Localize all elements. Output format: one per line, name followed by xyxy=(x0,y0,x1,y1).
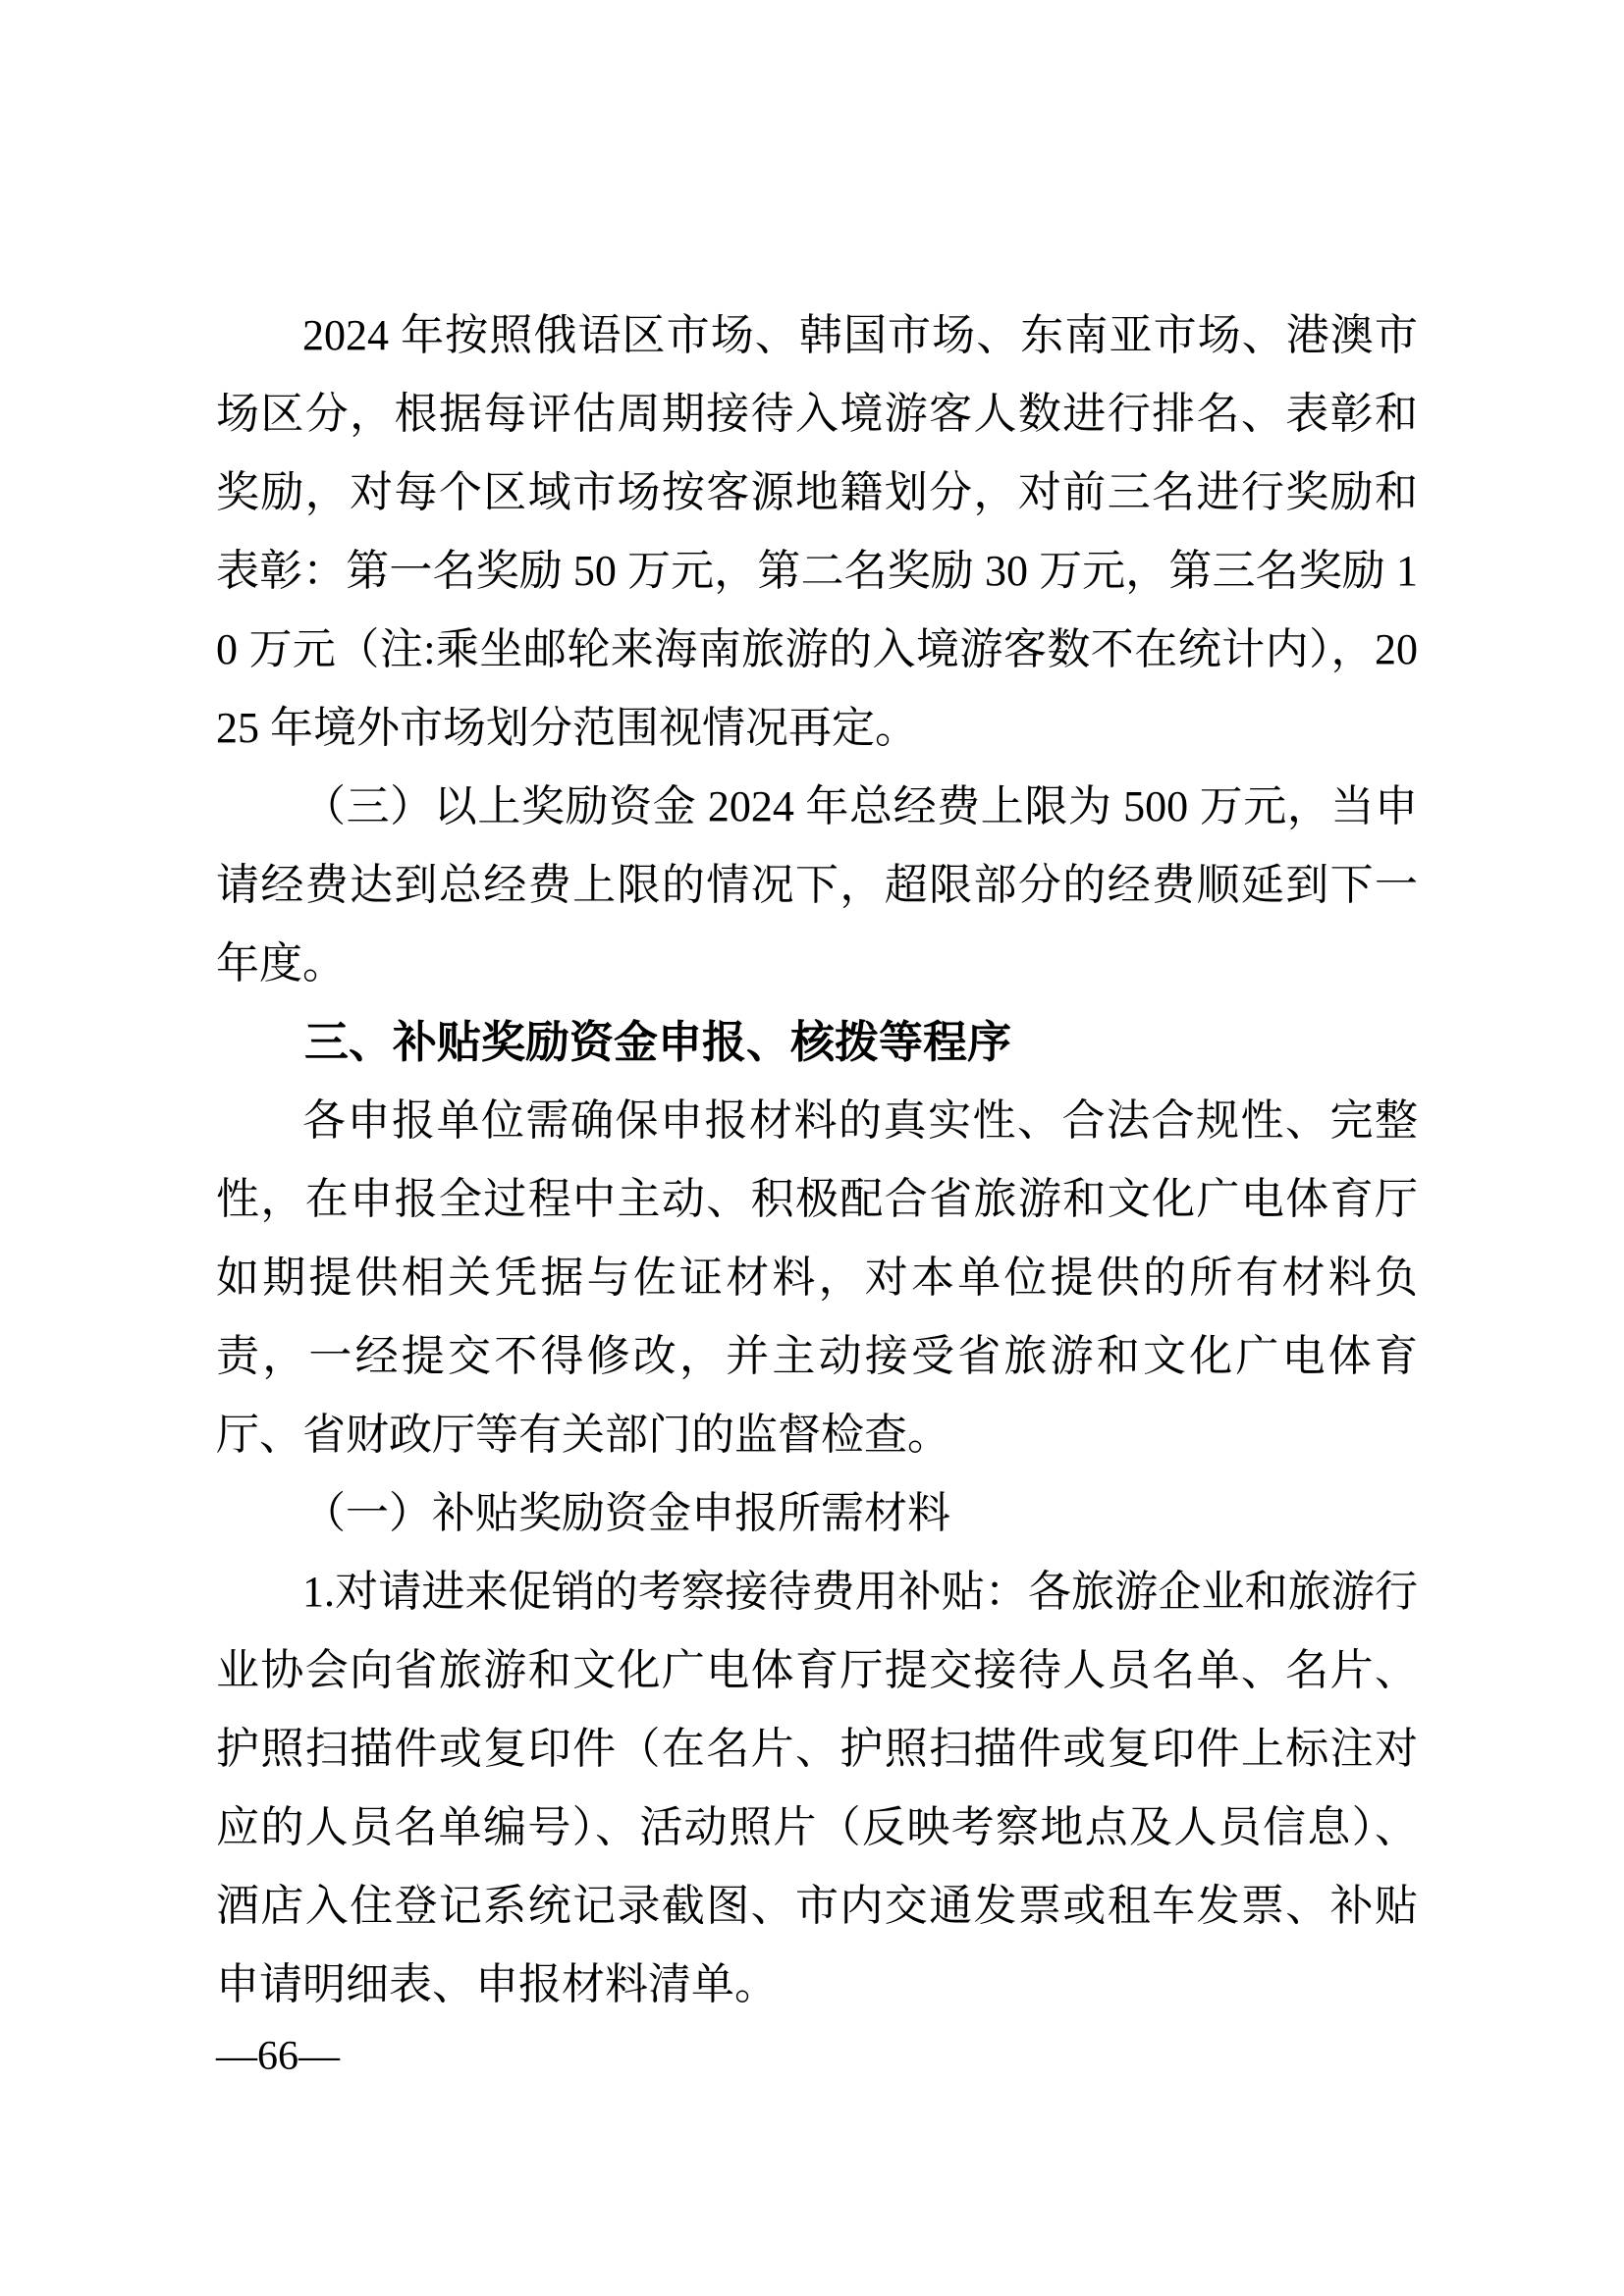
document-body xyxy=(216,296,1418,2024)
paragraph-materials-list: 1.对请进来促销的考察接待费用补贴：各旅游企业和旅游行业协会向省旅游和文化广电体育厅提交接待人员名单、名片、护照扫描件或复印件（在名片、护照扫描件或复印件上标注对应的人员名单编号）、活动照片（反映考察地点及人员信息）、酒店入住登记系统记录截图、市内交通发票或租车发票、补贴申请明细表、申报材料清单。 xyxy=(216,1568,1418,2008)
section-heading-application-procedures: 三、补贴奖励资金申报、核拨等程序 xyxy=(304,1017,1012,1067)
paragraph-declaration-responsibility: 各申报单位需确保申报材料的真实性、合法合规性、完整性，在申报全过程中主动、积极配合省旅游和文化广电体育厅如期提供相关凭据与佐证材料，对本单位提供的所有材料负责，一经提交不得修改，并主动接受省旅游和文化广电体育厅、省财政厅等有关部门的监督检查。 xyxy=(216,1096,1418,1459)
subsection-heading-required-materials: （一）补贴奖励资金申报所需材料 xyxy=(302,1489,950,1537)
page-number: —66— xyxy=(216,2034,340,2079)
paragraph-total-funding-cap: （三）以上奖励资金 2024 年总经费上限为 500 万元，当申请经费达到总经费上限的情况下，超限部分的经费顺延到下一年度。 xyxy=(216,782,1418,988)
paragraph-market-ranking-rewards: 2024 年按照俄语区市场、韩国市场、东南亚市场、港澳市场区分，根据每评估周期接待入境游客人数进行排名、表彰和奖励，对每个区域市场按客源地籍划分，对前三名进行奖励和表彰：第一名奖励 50 万元，第二名奖励 30 万元，第三名奖励 10 万元（注:乘坐邮轮来海南旅游的入境游客数不在统计内），2025 年境外市场划分范围视情况再定。 xyxy=(216,311,1418,752)
